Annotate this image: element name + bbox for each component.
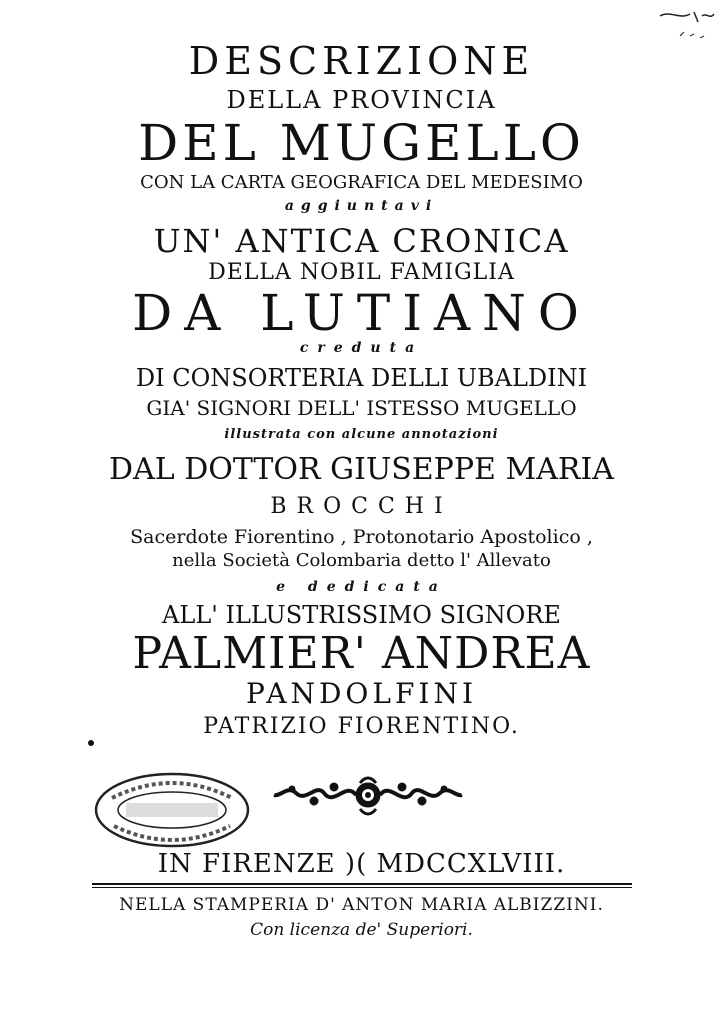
ink-dot-mark: [88, 740, 94, 746]
title-line-antica-cronica: UN' ANTICA CRONICA: [153, 222, 570, 260]
imprint-city-date: IN FIRENZE )( MDCCXLVIII.: [157, 849, 566, 879]
title-line-illustrata: illustrata con alcune annotazioni: [224, 427, 499, 442]
floral-scroll-ornament-icon: [268, 773, 468, 821]
title-line-dedicata: e dedicata: [276, 579, 447, 595]
title-line-signori: GIA' SIGNORI DELL' ISTESSO MUGELLO: [146, 396, 577, 420]
author-line-titles: Sacerdote Fiorentino , Protonotario Apostolico ,: [130, 526, 593, 548]
dedicatee-line-signore: ALL' ILLUSTRISSIMO SIGNORE: [162, 601, 561, 629]
imprint-license: Con licenza de' Superiori.: [250, 920, 473, 940]
title-line-carta: CON LA CARTA GEOGRAFICA DEL MEDESIMO: [140, 172, 583, 193]
title-line-aggiuntavi: aggiuntavi: [284, 198, 439, 214]
dedicatee-line-name: PALMIER' ANDREA: [132, 628, 591, 679]
dedicatee-line-surname: PANDOLFINI: [245, 677, 478, 710]
imprint-rule: [92, 883, 632, 885]
imprint-rule-thin: [92, 887, 632, 888]
library-stamp-icon: [92, 770, 252, 850]
title-line-del-mugello: DEL MUGELLO: [138, 114, 585, 172]
title-line-della-provincia: DELLA PROVINCIA: [226, 86, 497, 114]
title-line-consorteria: DI CONSORTERIA DELLI UBALDINI: [135, 364, 588, 392]
title-line-creduta: creduta: [299, 340, 424, 356]
dedicatee-line-patrizio: PATRIZIO FIORENTINO.: [203, 714, 520, 739]
title-line-da-lutiano: DA LUTIANO: [132, 284, 591, 342]
imprint-printer: NELLA STAMPERIA D' ANTON MARIA ALBIZZINI.: [119, 895, 604, 915]
title-line-descrizione: DESCRIZIONE: [188, 39, 535, 83]
author-line-society: nella Società Colombaria detto l' Allevato: [172, 550, 551, 571]
author-line-name: DAL DOTTOR GIUSEPPE MARIA: [109, 452, 614, 487]
title-line-nobil-famiglia: DELLA NOBIL FAMIGLIA: [208, 260, 515, 285]
author-line-surname: BROCCHI: [270, 494, 453, 519]
handwritten-annotation-icon: [650, 6, 720, 56]
